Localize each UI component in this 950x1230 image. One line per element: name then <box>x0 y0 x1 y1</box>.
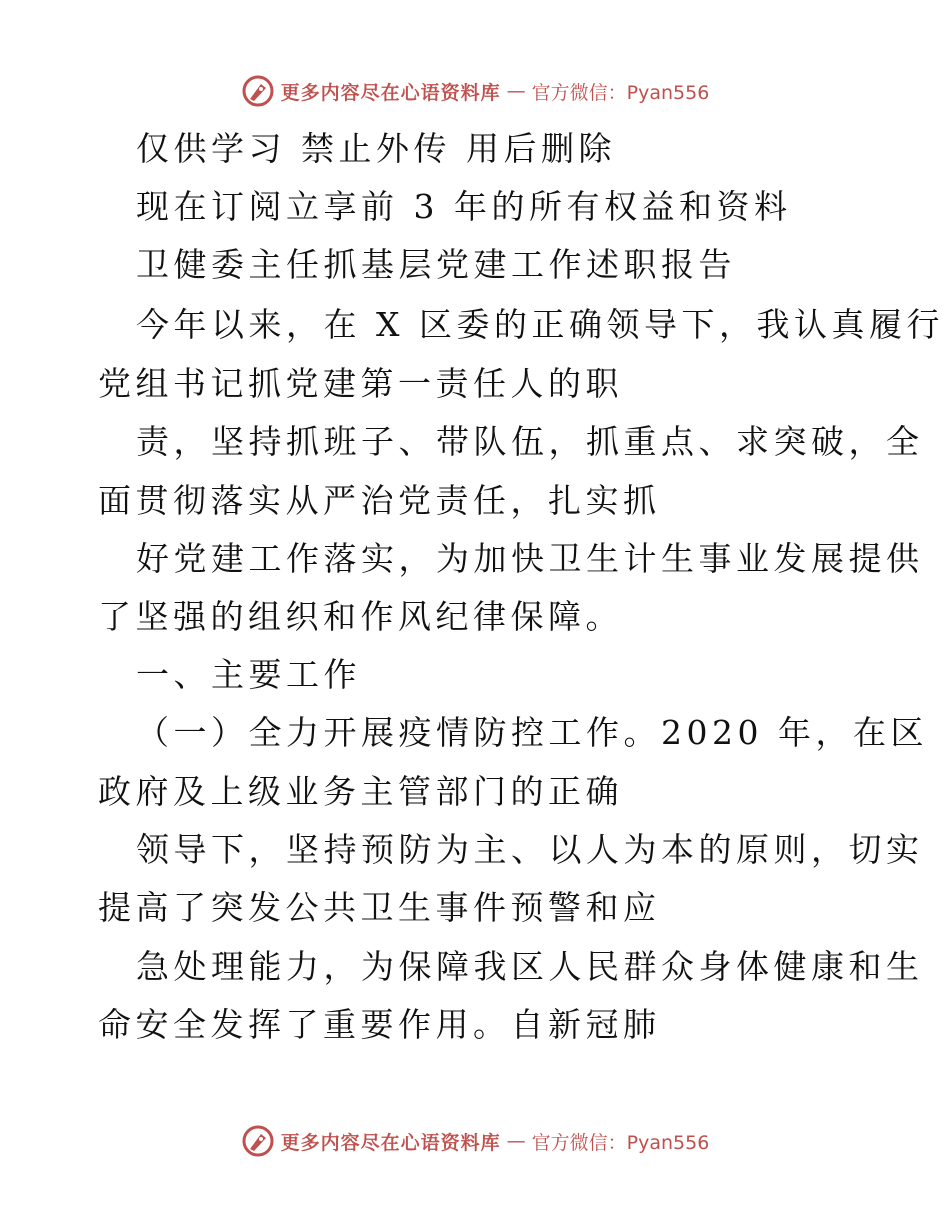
subsection-heading: （一）全力开展疫情防控工作。2020 年，在区 <box>136 713 928 752</box>
pen-nib-circle-icon <box>241 74 275 108</box>
watermark-wechat: 官方微信：Pyan556 <box>531 1131 710 1154</box>
paragraph-line: 责，坚持抓班子、带队伍，抓重点、求突破，全 <box>136 422 924 461</box>
pen-nib-circle-icon <box>241 1124 275 1158</box>
paragraph-line: 了坚强的组织和作风纪律保障。 <box>98 597 623 636</box>
section-heading: 一、主要工作 <box>136 655 361 694</box>
paragraph-line: 今年以来，在 X 区委的正确领导下，我认真履行 <box>136 305 944 344</box>
subscribe-line: 现在订阅立享前 3 年的所有权益和资料 <box>136 187 792 226</box>
paragraph-line: 急处理能力，为保障我区人民群众身体健康和生 <box>136 947 924 986</box>
paragraph-line: 提高了突发公共卫生事件预警和应 <box>98 888 661 927</box>
notice-line: 仅供学习 禁止外传 用后删除 <box>136 129 616 168</box>
document-title: 卫健委主任抓基层党建工作述职报告 <box>136 245 736 284</box>
watermark-brand: 更多内容尽在心语资料库 <box>280 81 501 104</box>
paragraph-line: 领导下，坚持预防为主、以人为本的原则，切实 <box>136 830 924 869</box>
footer-watermark <box>0 1121 950 1161</box>
header-watermark <box>0 71 950 111</box>
paragraph-line: 党组书记抓党建第一责任人的职 <box>98 364 623 403</box>
paragraph-line: 命安全发挥了重要作用。自新冠肺 <box>98 1005 661 1044</box>
watermark-brand: 更多内容尽在心语资料库 <box>280 1131 501 1154</box>
paragraph-line: 政府及上级业务主管部门的正确 <box>98 772 623 811</box>
watermark-separator: — <box>506 1130 526 1152</box>
paragraph-line: 面贯彻落实从严治党责任，扎实抓 <box>98 481 661 520</box>
paragraph-line: 好党建工作落实，为加快卫生计生事业发展提供 <box>136 539 924 578</box>
watermark-separator: — <box>506 80 526 102</box>
watermark-wechat: 官方微信：Pyan556 <box>531 81 710 104</box>
